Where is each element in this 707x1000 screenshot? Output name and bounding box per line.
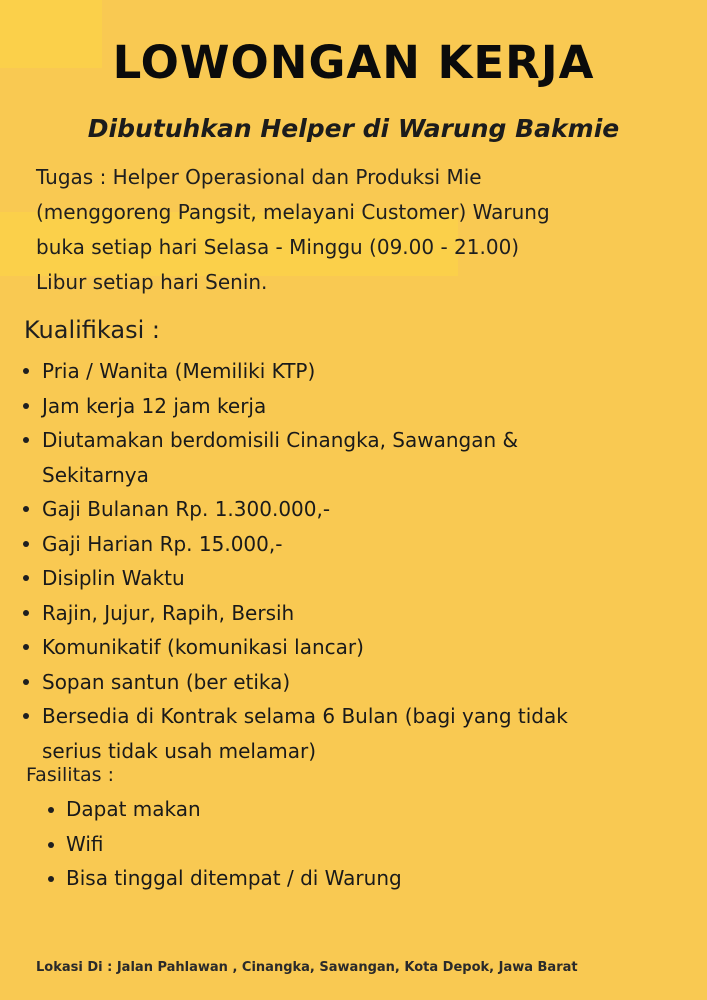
kualifikasi-list xyxy=(42,354,682,768)
item-line: Dapat makan xyxy=(66,797,201,821)
item-line: Komunikatif (komunikasi lancar) xyxy=(42,635,364,659)
list-item xyxy=(42,492,682,527)
poster-title: LOWONGAN KERJA xyxy=(112,36,595,89)
bullet-icon xyxy=(23,575,29,581)
list-item xyxy=(66,827,566,862)
tugas-line: (menggoreng Pangsit, melayani Customer) Warung xyxy=(36,200,550,224)
poster-subtitle: Dibutuhkan Helper di Warung Bakmie xyxy=(87,114,620,143)
item-line: Disiplin Waktu xyxy=(42,566,185,590)
tugas-line: buka setiap hari Selasa - Minggu (09.00 - 21.00) xyxy=(36,235,520,259)
bullet-icon xyxy=(23,679,29,685)
list-item xyxy=(66,861,566,896)
bullet-icon xyxy=(48,842,54,848)
item-line: Sopan santun (ber etika) xyxy=(42,669,291,694)
item-line: Bisa tinggal ditempat / di Warung xyxy=(66,866,402,890)
item-line: Jam kerja 12 jam kerja xyxy=(42,393,267,418)
list-item xyxy=(42,596,682,631)
tugas-paragraph xyxy=(36,160,676,300)
item-line: Gaji Harian Rp. 15.000,- xyxy=(42,531,283,556)
list-item xyxy=(42,699,682,768)
bullet-icon xyxy=(23,541,29,547)
item-line: serius tidak usah melamar) xyxy=(42,738,316,763)
list-item xyxy=(42,630,682,665)
item-line: Diutamakan berdomisili Cinangka, Sawangan & xyxy=(42,428,519,452)
bullet-icon xyxy=(23,506,29,512)
list-item xyxy=(42,423,682,492)
bullet-icon xyxy=(48,876,54,882)
fasilitas-list xyxy=(66,792,566,896)
item-line: Bersedia di Kontrak selama 6 Bulan (bagi yang tidak xyxy=(42,704,568,728)
list-item xyxy=(42,389,682,424)
location-footer: Lokasi Di : Jalan Pahlawan , Cinangka, Sawangan, Kota Depok, Jawa Barat xyxy=(36,960,578,975)
item-line: Sekitarnya xyxy=(42,462,149,487)
bullet-icon xyxy=(23,403,29,409)
tugas-line: Tugas : Helper Operasional dan Produksi Mie xyxy=(36,165,482,189)
bullet-icon xyxy=(23,610,29,616)
list-item xyxy=(42,354,682,389)
kualifikasi-heading: Kualifikasi : xyxy=(24,316,160,344)
list-item xyxy=(42,665,682,700)
bullet-icon xyxy=(23,368,29,374)
list-item xyxy=(42,527,682,562)
list-item xyxy=(66,792,566,827)
bullet-icon xyxy=(23,437,29,443)
bullet-icon xyxy=(23,644,29,650)
item-line: Gaji Bulanan Rp. 1.300.000,- xyxy=(42,497,331,521)
fasilitas-heading: Fasilitas : xyxy=(26,764,114,786)
item-line: Pria / Wanita (Memiliki KTP) xyxy=(42,359,316,383)
item-line: Wifi xyxy=(66,831,104,856)
tugas-line: Libur setiap hari Senin. xyxy=(36,270,268,294)
bullet-icon xyxy=(23,713,29,719)
bullet-icon xyxy=(48,807,54,813)
item-line: Rajin, Jujur, Rapih, Bersih xyxy=(42,600,295,625)
list-item xyxy=(42,561,682,596)
